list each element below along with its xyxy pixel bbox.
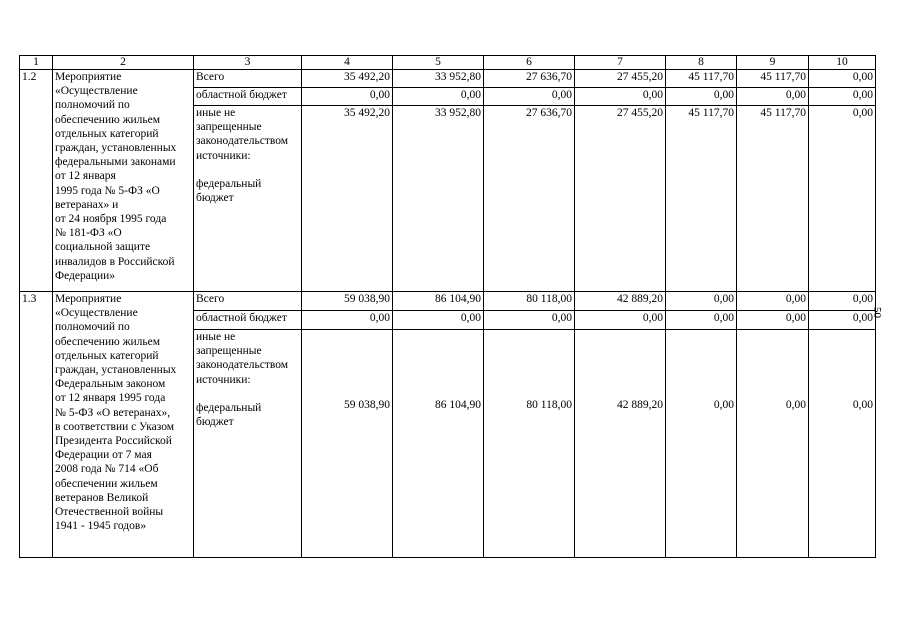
value-cell: 45 117,70 <box>737 106 809 292</box>
value-cell: 86 104,90 <box>393 292 484 311</box>
value-cell: 0,00 <box>737 88 809 106</box>
value-cell: 33 952,80 <box>393 70 484 88</box>
source-label-other: иные не запрещенные законодательством источники: <box>196 107 289 162</box>
source-cell-other <box>194 106 302 292</box>
value-cell: 0,00 <box>302 311 393 330</box>
source-label-total: Всего <box>194 70 302 88</box>
value-cell: 0,00 <box>737 311 809 330</box>
table-row <box>20 70 876 88</box>
header-cell: 1 <box>20 56 53 70</box>
value-cell: 27 455,20 <box>575 70 666 88</box>
value-cell: 0,00 <box>809 106 876 292</box>
source-label-regional: областной бюджет <box>194 311 302 330</box>
value-cell: 0,00 <box>484 88 575 106</box>
value-cell: 0,00 <box>484 311 575 330</box>
page-number: 50 <box>871 307 883 318</box>
source-label-federal: федеральный бюджет <box>196 401 262 429</box>
header-cell: 8 <box>666 56 737 70</box>
value-cell: 86 104,90 <box>393 330 484 558</box>
value-cell: 0,00 <box>666 292 737 311</box>
value-cell: 27 636,70 <box>484 106 575 292</box>
value-cell: 42 889,20 <box>575 330 666 558</box>
row-code: 1.3 <box>20 292 53 558</box>
value-cell: 0,00 <box>809 292 876 311</box>
value-cell: 45 117,70 <box>666 106 737 292</box>
value-cell: 59 038,90 <box>302 292 393 311</box>
header-cell: 6 <box>484 56 575 70</box>
value-cell: 0,00 <box>737 292 809 311</box>
value-cell: 35 492,20 <box>302 106 393 292</box>
value-cell: 0,00 <box>302 88 393 106</box>
row-code: 1.2 <box>20 70 53 292</box>
value-cell: 33 952,80 <box>393 106 484 292</box>
source-label-regional: областной бюджет <box>194 88 302 106</box>
header-cell: 4 <box>302 56 393 70</box>
value-cell: 0,00 <box>393 88 484 106</box>
value-cell: 45 117,70 <box>737 70 809 88</box>
value-cell: 0,00 <box>809 88 876 106</box>
value-cell: 27 455,20 <box>575 106 666 292</box>
value-cell: 35 492,20 <box>302 70 393 88</box>
value-cell: 0,00 <box>575 311 666 330</box>
source-label-other: иные не запрещенные законодательством источники: <box>196 331 289 386</box>
value-cell: 0,00 <box>666 88 737 106</box>
value-cell: 0,00 <box>575 88 666 106</box>
activity-title: Мероприятие «Осуществление полномочий по обеспечению жильем отдельных категорий граждан, установленных федеральными законами от 12 января 1995 года № 5-ФЗ «О ветеранах» и от 24 ноября 1995 года № 181-ФЗ «О социальной защите инвалидов в Российской Федерации» <box>53 70 194 292</box>
value-cell: 42 889,20 <box>575 292 666 311</box>
header-cell: 7 <box>575 56 666 70</box>
value-cell: 59 038,90 <box>302 330 393 558</box>
source-cell-other <box>194 330 302 558</box>
header-cell: 2 <box>53 56 194 70</box>
value-cell: 0,00 <box>809 330 876 558</box>
source-label-federal: федеральный бюджет <box>196 177 262 205</box>
table-row <box>20 292 876 311</box>
value-cell: 0,00 <box>393 311 484 330</box>
value-cell: 45 117,70 <box>666 70 737 88</box>
header-row <box>20 56 876 70</box>
value-cell: 0,00 <box>666 330 737 558</box>
source-label-total: Всего <box>194 292 302 311</box>
value-cell: 0,00 <box>666 311 737 330</box>
value-cell: 80 118,00 <box>484 292 575 311</box>
header-cell: 10 <box>809 56 876 70</box>
header-cell: 5 <box>393 56 484 70</box>
value-cell: 0,00 <box>737 330 809 558</box>
value-cell: 0,00 <box>809 70 876 88</box>
header-cell: 9 <box>737 56 809 70</box>
value-cell: 80 118,00 <box>484 330 575 558</box>
value-cell: 27 636,70 <box>484 70 575 88</box>
activity-title: Мероприятие «Осуществление полномочий по обеспечению жильем отдельных категорий граждан, установленных Федеральным законом от 12 января 1995 года № 5-ФЗ «О ветеранах», в соответствии с Указом Президента Российской Федерации от 7 мая 2008 года № 714 «Об обеспечении жильем ветеранов Великой Отечественной войны 1941 - 1945 годов» <box>53 292 194 558</box>
header-cell: 3 <box>194 56 302 70</box>
budget-table <box>19 55 876 558</box>
value-cell: 0,00 <box>809 311 876 330</box>
